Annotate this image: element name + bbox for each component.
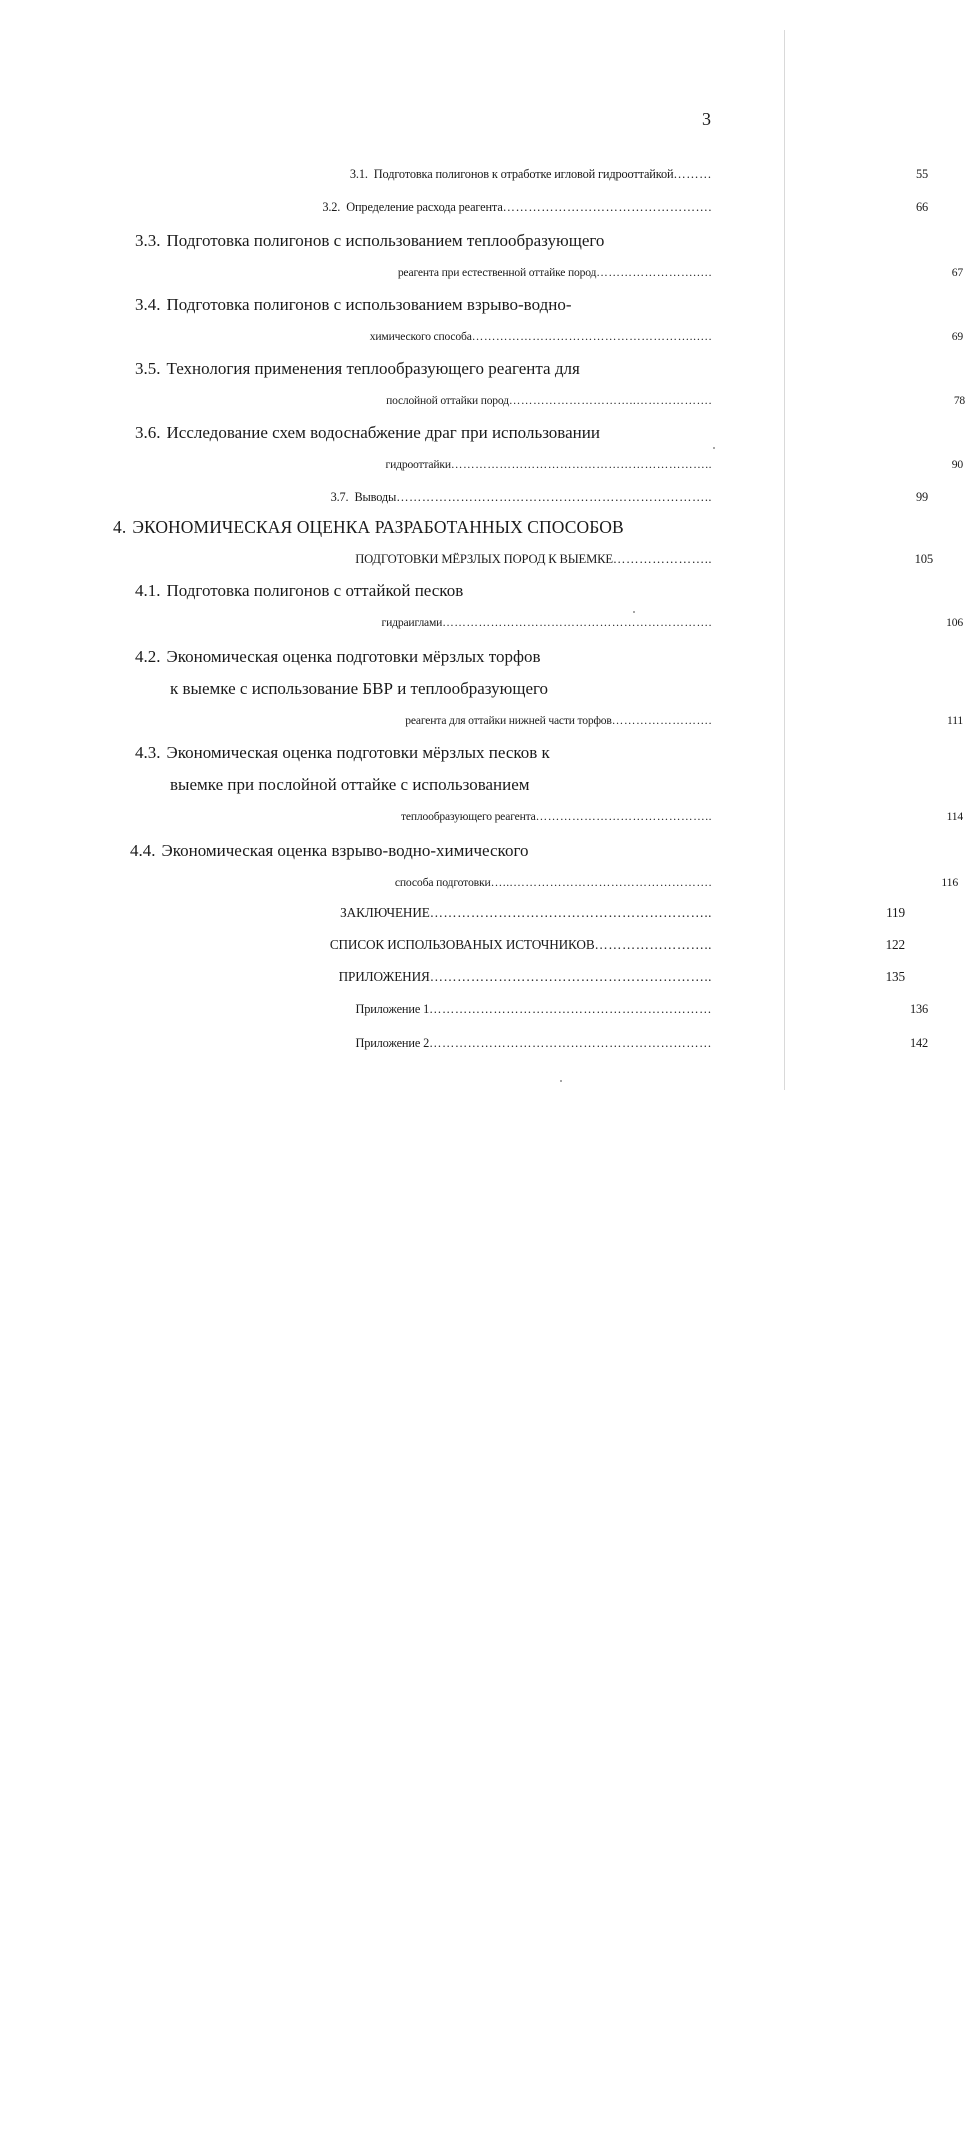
toc-leader-dots: …………………………………………………………. <box>442 616 712 629</box>
toc-entry <box>135 357 580 381</box>
toc-leader-dots: ………………………………………………………… <box>429 1002 712 1016</box>
scan-speck <box>560 1080 562 1082</box>
toc-entry-title: ПОДГОТОВКИ МЁРЗЛЫХ ПОРОД К ВЫЕМКЕ <box>355 552 613 566</box>
toc-entry-page: 122 <box>885 937 905 952</box>
toc-entry <box>113 515 624 539</box>
toc-entry-title: Подготовка полигонов с оттайкой песков <box>166 581 464 600</box>
toc-entry-title: Подготовка полигонов с использованием взрыво-водно- <box>166 295 572 314</box>
toc-entry-page: 90 <box>951 458 963 471</box>
toc-leader-dots: …………………………………………. <box>502 200 712 214</box>
toc-entry <box>135 421 600 445</box>
toc-entry-title: Подготовка полигонов с использованием теплообразующего <box>166 231 605 250</box>
toc-entry-page: 135 <box>885 969 905 984</box>
toc-entry-page: 136 <box>909 1002 928 1016</box>
toc-entry-page: 142 <box>909 1036 928 1050</box>
toc-entry <box>140 547 933 571</box>
toc-entry <box>135 229 604 253</box>
toc-entry-page: 111 <box>947 714 963 727</box>
toc-entry-title: Приложение 2 <box>355 1036 430 1050</box>
toc-leader-dots: …………………….. <box>594 937 712 952</box>
toc-leader-dots: ……………………. <box>611 714 712 727</box>
toc-entry-title: Исследование схем водоснабжение драг при использовании <box>166 423 600 442</box>
toc-entry <box>170 611 963 635</box>
toc-entry-number: 3.5. <box>135 359 161 378</box>
toc-entry <box>165 871 958 895</box>
toc-entry-title: выемке при послойной оттайке с использованием <box>170 775 530 794</box>
toc-entry <box>135 162 928 186</box>
toc-entry <box>170 805 963 829</box>
toc-entry <box>170 453 963 477</box>
toc-entry-title: способа подготовки <box>394 876 491 889</box>
toc-entry-title: Экономическая оценка взрыво-водно-химического <box>161 841 529 860</box>
toc-entry-page: 116 <box>941 876 958 889</box>
toc-leader-dots: …...…………………………………………. <box>490 876 712 889</box>
toc-leader-dots: …………………………………………………….. <box>429 905 712 920</box>
toc-entry <box>135 293 572 317</box>
toc-entry-title: Приложение 1 <box>355 1002 430 1016</box>
toc-entry <box>135 997 928 1021</box>
toc-entry-number: 4.2. <box>135 647 161 666</box>
toc-entry-page: 66 <box>915 200 928 214</box>
toc-leader-dots: …………………………………………………….. <box>429 969 712 984</box>
toc-entry <box>135 195 928 219</box>
toc-entry-number: 4.1. <box>135 581 161 600</box>
toc-leader-dots: …………………………………….. <box>535 810 712 823</box>
toc-entry-page: 67 <box>951 266 963 279</box>
toc-entry <box>130 839 529 863</box>
toc-entry-title: химического способа <box>369 330 472 343</box>
toc-entry <box>135 1031 928 1055</box>
toc-entry-number: 3.3. <box>135 231 161 250</box>
toc-entry-title: теплообразующего реагента <box>401 810 536 823</box>
scan-speck <box>713 447 715 449</box>
toc-entry <box>135 485 928 509</box>
toc-entry <box>112 901 905 925</box>
toc-entry-title: послойной оттайки пород <box>386 394 509 407</box>
toc-entry-page: 114 <box>946 810 963 823</box>
toc-entry <box>112 933 905 957</box>
toc-leader-dots: ………………….. <box>612 552 712 566</box>
toc-leader-dots: ……………………………………………………………….. <box>396 490 712 504</box>
toc-entry <box>170 325 963 349</box>
toc-entry-number: 4.3. <box>135 743 161 762</box>
toc-entry <box>170 773 530 797</box>
toc-entry <box>135 741 550 765</box>
toc-entry <box>172 389 965 413</box>
toc-entry-title: Экономическая оценка подготовки мёрзлых торфов <box>166 647 541 666</box>
toc-entry-title: СПИСОК ИСПОЛЬЗОВАНЫХ ИСТОЧНИКОВ <box>329 937 595 952</box>
toc-leader-dots: ……………………………………………………….. <box>450 458 712 471</box>
toc-entry-number: 3.7. <box>330 490 349 504</box>
toc-entry-page: 78 <box>953 394 965 407</box>
toc-entry <box>170 677 548 701</box>
toc-entry-title: ЭКОНОМИЧЕСКАЯ ОЦЕНКА РАЗРАБОТАННЫХ СПОСОБОВ <box>132 517 624 537</box>
toc-leader-dots: …………………………..………………. <box>508 394 712 407</box>
toc-entry-title: гидрооттайки <box>385 458 451 471</box>
toc-leader-dots: ………………………………………………..…. <box>471 330 712 343</box>
toc-entry-title: гидраиглами <box>381 616 443 629</box>
toc-entry-title: к выемке с использование БВР и теплообразующего <box>170 679 549 698</box>
toc-entry-number: 3.1. <box>349 167 368 181</box>
toc-entry-title: реагента для оттайки нижней части торфов <box>405 714 612 727</box>
toc-entry-page: 69 <box>951 330 963 343</box>
toc-entry <box>170 709 963 733</box>
toc-entry-title: Экономическая оценка подготовки мёрзлых песков к <box>166 743 550 762</box>
toc-entry <box>112 965 905 989</box>
toc-entry-number: 3.6. <box>135 423 161 442</box>
toc-entry-page: 99 <box>915 490 928 504</box>
toc-entry <box>135 645 541 669</box>
toc-entry-title: ЗАКЛЮЧЕНИЕ <box>340 905 430 920</box>
toc-leader-dots: ………………………………………………………… <box>429 1036 712 1050</box>
toc-entry-page: 105 <box>914 552 933 566</box>
toc-entry-page: 106 <box>946 616 963 629</box>
toc-entry-number: 3.2. <box>322 200 341 214</box>
toc-entry-number: 3.4. <box>135 295 161 314</box>
toc-entry-page: 119 <box>886 905 905 920</box>
scan-speck <box>633 611 635 613</box>
toc-entry-number: 4.4. <box>130 841 156 860</box>
toc-entry <box>135 579 463 603</box>
toc-leader-dots: …………………….…. <box>596 266 712 279</box>
toc-entry-title: ПРИЛОЖЕНИЯ <box>338 969 430 984</box>
toc-entry-title: реагента при естественной оттайке пород <box>397 266 597 279</box>
toc-entry <box>170 261 963 285</box>
toc-entry-title: Выводы <box>354 490 397 504</box>
toc-entry-number: 4. <box>113 517 127 537</box>
page-number: 3 <box>702 109 711 129</box>
toc-entry-title: Определение расхода реагента <box>346 200 503 214</box>
toc-entry-title: Подготовка полигонов к отработке игловой гидрооттайкой <box>373 167 674 181</box>
toc-leader-dots: ……… <box>673 167 712 181</box>
toc-entry-page: 55 <box>915 167 928 181</box>
toc-entry-title: Технология применения теплообразующего реагента для <box>166 359 580 378</box>
